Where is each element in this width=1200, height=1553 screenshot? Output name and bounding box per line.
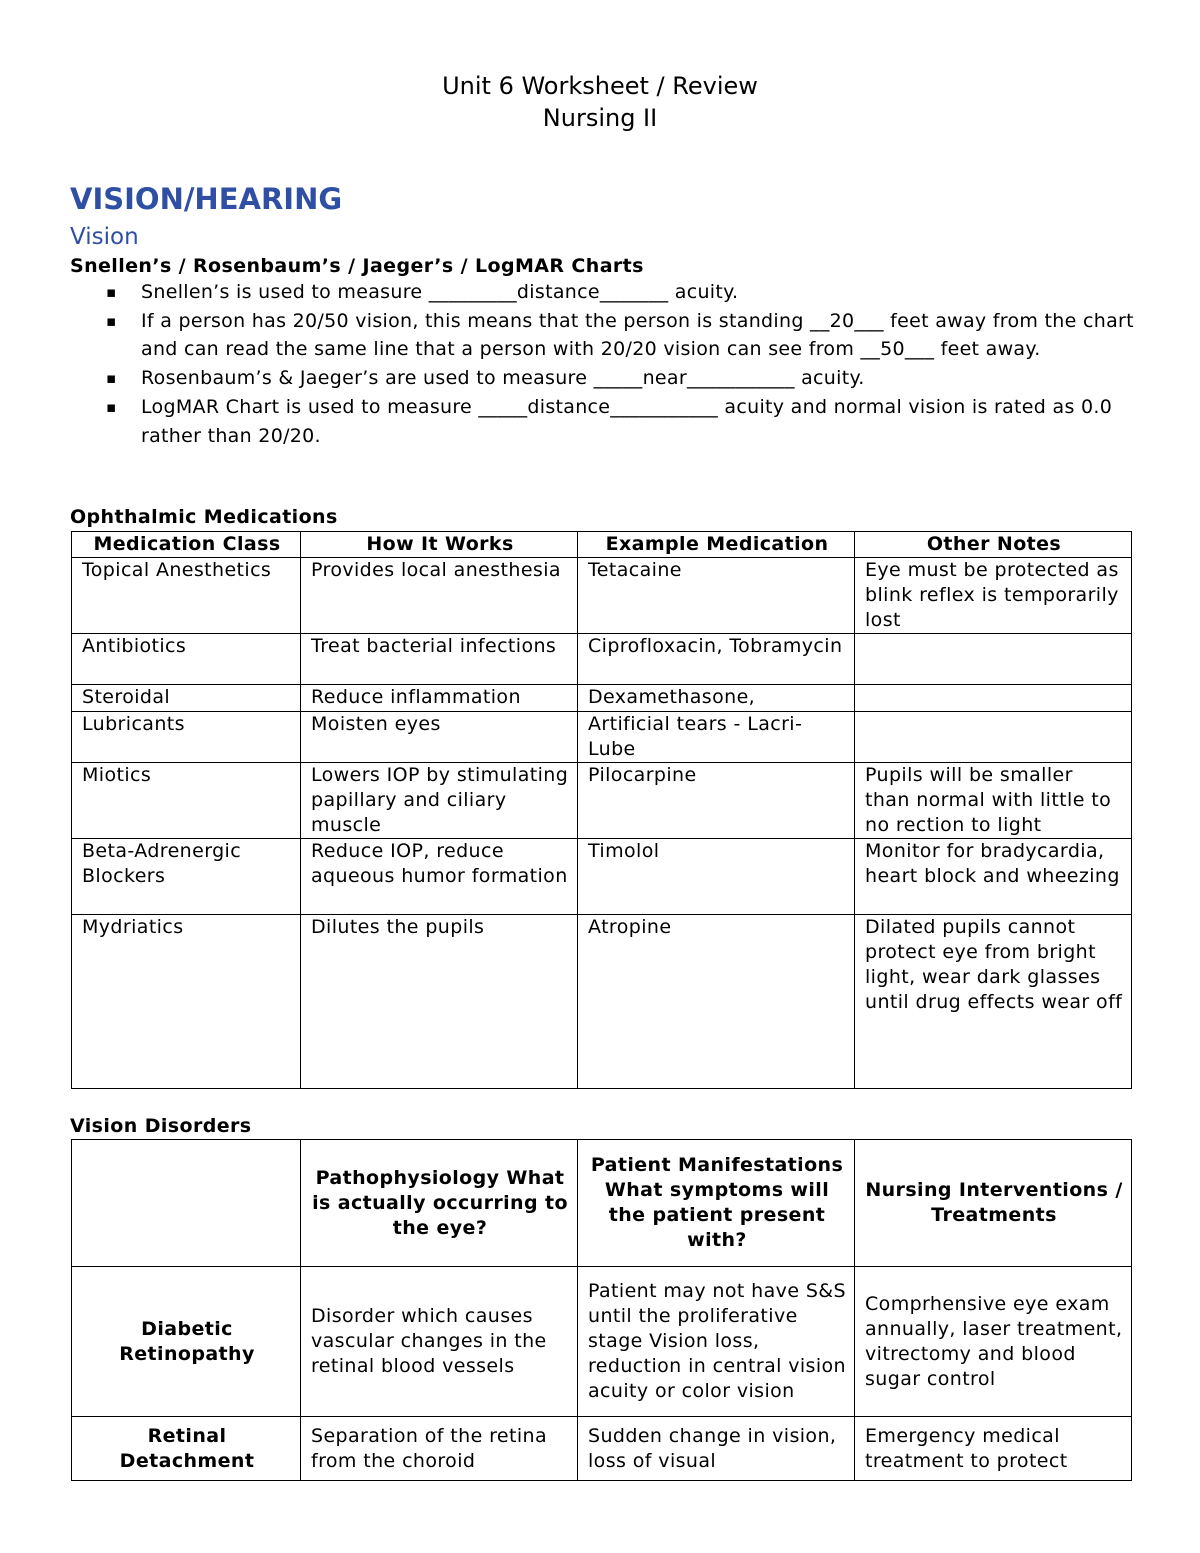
table-cell: Miotics <box>72 763 301 839</box>
document-subtitle: Nursing II <box>542 104 658 132</box>
table-cell: Provides local anesthesia <box>301 558 578 634</box>
table-row <box>72 763 1132 839</box>
column-header: Nursing Interventions / Treatments <box>855 1140 1132 1267</box>
table-row <box>72 915 1132 1089</box>
table-row <box>72 558 1132 634</box>
table-cell: Retinal Detachment <box>72 1417 301 1481</box>
column-header <box>72 1140 301 1267</box>
table-cell: Reduce inflammation <box>301 685 578 712</box>
section-heading: VISION/HEARING <box>70 182 343 216</box>
table-cell: Steroidal <box>72 685 301 712</box>
table-row <box>72 685 1132 712</box>
table-cell: Dilated pupils cannot protect eye from bright light, wear dark glasses until drug effects wear off <box>855 915 1132 1089</box>
table-cell: Dilutes the pupils <box>301 915 578 1089</box>
table-cell <box>855 712 1132 763</box>
table-cell <box>855 634 1132 685</box>
table-cell: Beta-Adrenergic Blockers <box>72 839 301 915</box>
list-item: ▪ Snellen’s is used to measure _________distance_______ acuity. <box>70 278 1140 307</box>
table-cell: Comprhensive eye exam annually, laser treatment, vitrectomy and blood sugar control <box>855 1267 1132 1417</box>
table-cell: Monitor for bradycardia, heart block and wheezing <box>855 839 1132 915</box>
column-header: Medication Class <box>72 532 301 558</box>
table-cell: Treat bacterial infections <box>301 634 578 685</box>
charts-heading: Snellen’s / Rosenbaum’s / Jaeger’s / LogMAR Charts <box>70 255 644 277</box>
table-cell: Mydriatics <box>72 915 301 1089</box>
list-item: ▪ If a person has 20/50 vision, this means that the person is standing __20___ feet away from the chart and can read the same line that a person with 20/20 vision can see from __50___ feet away. <box>70 307 1140 364</box>
table-cell: Sudden change in vision, loss of visual <box>578 1417 855 1481</box>
table-cell: Separation of the retina from the choroid <box>301 1417 578 1481</box>
disorders-table <box>71 1139 1132 1481</box>
list-item: ▪ LogMAR Chart is used to measure _____distance___________ acuity and normal vision is rated as 0.0 rather than 20/20. <box>70 393 1140 450</box>
table-cell: Lowers IOP by stimulating papillary and ciliary muscle <box>301 763 578 839</box>
table-cell: Pilocarpine <box>578 763 855 839</box>
table-cell: Atropine <box>578 915 855 1089</box>
table-cell: Pupils will be smaller than normal with little to no rection to light <box>855 763 1132 839</box>
table-header-row <box>72 1140 1132 1267</box>
list-item: ▪ Rosenbaum’s & Jaeger’s are used to measure _____near___________ acuity. <box>70 364 1140 393</box>
column-header: Patient Manifestations What symptoms will the patient present with? <box>578 1140 855 1267</box>
table-cell: Timolol <box>578 839 855 915</box>
table-cell: Emergency medical treatment to protect <box>855 1417 1132 1481</box>
table-cell: Topical Anesthetics <box>72 558 301 634</box>
table-cell: Lubricants <box>72 712 301 763</box>
table-row <box>72 634 1132 685</box>
table-cell: Moisten eyes <box>301 712 578 763</box>
table-cell: Artificial tears - Lacri-Lube <box>578 712 855 763</box>
table-cell: Dexamethasone, <box>578 685 855 712</box>
section-subheading: Vision <box>70 224 139 250</box>
document-title: Unit 6 Worksheet / Review <box>442 72 758 100</box>
medications-table <box>71 531 1132 1089</box>
charts-bullet-list <box>70 278 1140 450</box>
table-row <box>72 1267 1132 1417</box>
table-cell: Eye must be protected as blink reflex is temporarily lost <box>855 558 1132 634</box>
column-header: Pathophysiology What is actually occurring to the eye? <box>301 1140 578 1267</box>
column-header: Example Medication <box>578 532 855 558</box>
table-row <box>72 1417 1132 1481</box>
table-cell: Ciprofloxacin, Tobramycin <box>578 634 855 685</box>
table-row <box>72 839 1132 915</box>
table-cell: Patient may not have S&S until the proliferative stage Vision loss, reduction in central vision acuity or color vision <box>578 1267 855 1417</box>
disorders-heading: Vision Disorders <box>70 1115 252 1137</box>
table-cell: Tetacaine <box>578 558 855 634</box>
column-header: How It Works <box>301 532 578 558</box>
table-header-row <box>72 532 1132 558</box>
column-header: Other Notes <box>855 532 1132 558</box>
medications-heading: Ophthalmic Medications <box>70 506 338 528</box>
table-cell: Diabetic Retinopathy <box>72 1267 301 1417</box>
table-cell: Reduce IOP, reduce aqueous humor formation <box>301 839 578 915</box>
table-cell: Antibiotics <box>72 634 301 685</box>
table-cell <box>855 685 1132 712</box>
table-row <box>72 712 1132 763</box>
table-cell: Disorder which causes vascular changes in the retinal blood vessels <box>301 1267 578 1417</box>
